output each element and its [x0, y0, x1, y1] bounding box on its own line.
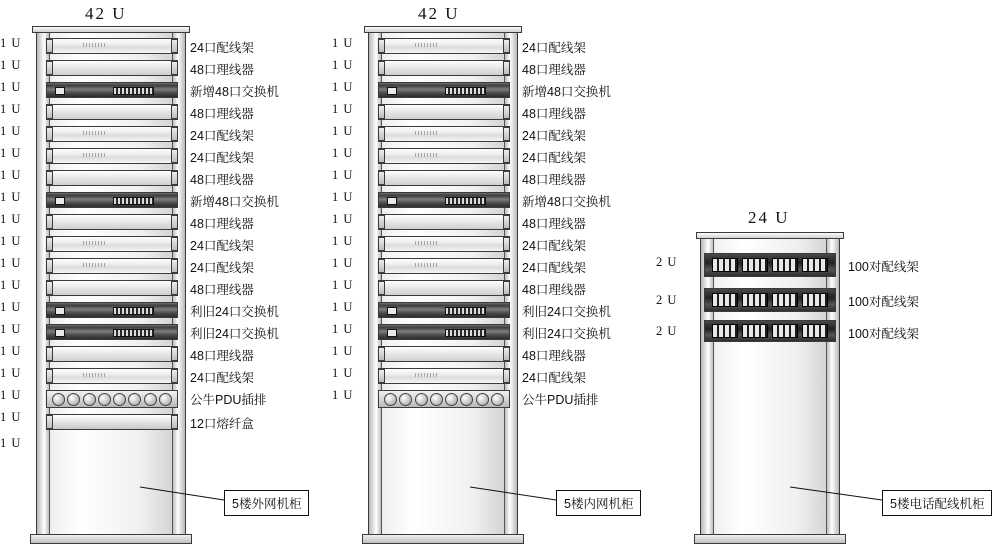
- rack-frame-telephone: [700, 236, 840, 540]
- u-size-label: 1 U: [332, 80, 354, 94]
- rack-ear-left: [378, 347, 385, 361]
- unit-label: 48口理线器: [522, 173, 586, 187]
- u-size-label: 1 U: [0, 436, 22, 450]
- u-size-label: 1 U: [0, 322, 22, 336]
- rack-unit-100pair-panel[interactable]: [704, 320, 836, 342]
- rack-unit-cable-manager[interactable]: [46, 170, 178, 186]
- rack-ear-left: [46, 259, 53, 273]
- rack-ear-right: [171, 259, 178, 273]
- unit-label: 48口理线器: [190, 217, 254, 231]
- u-size-label: 1 U: [0, 168, 22, 182]
- u-size-label: 1 U: [0, 212, 22, 226]
- rack-unit-patch-panel[interactable]: [378, 148, 510, 164]
- rack-ear-left: [46, 171, 53, 185]
- u-size-label: 1 U: [0, 146, 22, 160]
- unit-label: 24口配线架: [522, 151, 586, 165]
- unit-label: 24口配线架: [190, 151, 254, 165]
- u-size-label: 1 U: [0, 234, 22, 248]
- switch-console-icon: [55, 329, 65, 337]
- rack-ear-left: [378, 215, 385, 229]
- rack-ear-left: [46, 127, 53, 141]
- unit-label: 利旧24口交换机: [522, 327, 611, 341]
- callout-telephone: 5楼电话配线机柜: [882, 490, 992, 516]
- rack-unit-switch[interactable]: [378, 192, 510, 208]
- unit-label: 48口理线器: [190, 283, 254, 297]
- switch-console-icon: [55, 197, 65, 205]
- rack-ear-right: [503, 215, 510, 229]
- rack-unit-cable-manager[interactable]: [378, 104, 510, 120]
- rack-unit-cable-manager[interactable]: [46, 104, 178, 120]
- rack-ear-right: [503, 259, 510, 273]
- rack-ear-left: [378, 281, 385, 295]
- rack-ear-right: [171, 369, 178, 383]
- unit-label: 48口理线器: [522, 283, 586, 297]
- u-size-label: 1 U: [332, 344, 354, 358]
- u-size-label: 1 U: [0, 410, 22, 424]
- switch-ports-icon: [113, 307, 154, 315]
- u-size-label: 1 U: [0, 58, 22, 72]
- switch-console-icon: [55, 87, 65, 95]
- rack-ear-right: [171, 281, 178, 295]
- rack-unit-switch[interactable]: [378, 324, 510, 340]
- rack-unit-cable-manager[interactable]: [378, 60, 510, 76]
- rack-ear-left: [46, 149, 53, 163]
- rack-ear-left: [378, 39, 385, 53]
- unit-label: 新增48口交换机: [522, 195, 611, 209]
- rack-unit-pdu[interactable]: [378, 390, 510, 408]
- switch-ports-icon: [445, 197, 486, 205]
- rack-title-telephone: 24 U: [748, 208, 790, 227]
- rack-ear-left: [378, 259, 385, 273]
- rack-unit-switch[interactable]: [46, 302, 178, 318]
- unit-label: 24口配线架: [522, 371, 586, 385]
- unit-label: 利旧24口交换机: [190, 327, 279, 341]
- rack-ear-right: [171, 127, 178, 141]
- rack-ear-left: [46, 61, 53, 75]
- switch-console-icon: [387, 307, 397, 315]
- unit-label: 12口熔纤盒: [190, 417, 254, 431]
- u-size-label: 1 U: [332, 124, 354, 138]
- rack-unit-cable-manager[interactable]: [46, 280, 178, 296]
- callout-outer-network: 5楼外网机柜: [224, 490, 309, 516]
- rack-ear-left: [378, 369, 385, 383]
- rack-ear-left: [46, 369, 53, 383]
- unit-label: 48口理线器: [522, 349, 586, 363]
- switch-ports-icon: [113, 197, 154, 205]
- rack-ear-right: [503, 61, 510, 75]
- rack-unit-cable-manager[interactable]: [378, 346, 510, 362]
- rack-ear-left: [46, 39, 53, 53]
- u-size-label: 1 U: [332, 322, 354, 336]
- rack-ear-right: [171, 39, 178, 53]
- rack-unit-patch-panel[interactable]: [46, 148, 178, 164]
- rack-ear-left: [46, 281, 53, 295]
- u-size-label: 1 U: [0, 344, 22, 358]
- unit-label: 利旧24口交换机: [522, 305, 611, 319]
- u-size-label: 1 U: [332, 190, 354, 204]
- u-size-label: 1 U: [332, 58, 354, 72]
- u-size-label: 1 U: [332, 388, 354, 402]
- u-size-label: 1 U: [0, 36, 22, 50]
- u-size-label: 1 U: [0, 80, 22, 94]
- rack-unit-switch[interactable]: [378, 302, 510, 318]
- unit-label: 利旧24口交换机: [190, 305, 279, 319]
- rack-unit-patch-panel[interactable]: [378, 126, 510, 142]
- rack-ear-right: [171, 415, 178, 429]
- unit-label: 100对配线架: [848, 260, 919, 274]
- rack-ear-right: [171, 237, 178, 251]
- rack-ear-right: [503, 127, 510, 141]
- u-size-label: 2 U: [656, 324, 678, 338]
- u-size-label: 1 U: [332, 256, 354, 270]
- switch-ports-icon: [445, 87, 486, 95]
- u-size-label: 1 U: [332, 146, 354, 160]
- u-size-label: 2 U: [656, 293, 678, 307]
- rack-ear-left: [46, 415, 53, 429]
- rack-ear-right: [503, 369, 510, 383]
- unit-label: 48口理线器: [190, 173, 254, 187]
- rack-ear-right: [171, 61, 178, 75]
- unit-label: 24口配线架: [522, 261, 586, 275]
- unit-label: 24口配线架: [190, 41, 254, 55]
- rack-ear-right: [503, 149, 510, 163]
- switch-ports-icon: [113, 87, 154, 95]
- unit-label: 24口配线架: [522, 41, 586, 55]
- switch-console-icon: [387, 329, 397, 337]
- callout-inner-network: 5楼内网机柜: [556, 490, 641, 516]
- unit-label: 24口配线架: [190, 371, 254, 385]
- u-size-label: 1 U: [332, 168, 354, 182]
- rack-ear-right: [503, 171, 510, 185]
- rack-top-bar: [364, 26, 522, 33]
- rack-ear-right: [503, 237, 510, 251]
- rack-ear-left: [378, 171, 385, 185]
- switch-ports-icon: [113, 329, 154, 337]
- rack-post-right: [826, 237, 839, 539]
- rack-foot: [30, 534, 192, 544]
- rack-unit-switch[interactable]: [46, 192, 178, 208]
- unit-label: 24口配线架: [190, 261, 254, 275]
- rack-unit-cable-manager[interactable]: [378, 214, 510, 230]
- unit-label: 新增48口交换机: [190, 195, 279, 209]
- rack-unit-patch-panel[interactable]: [378, 368, 510, 384]
- unit-label: 24口配线架: [522, 239, 586, 253]
- rack-unit-patch-panel[interactable]: [46, 368, 178, 384]
- rack-unit-patch-panel[interactable]: [378, 236, 510, 252]
- pdu-sockets-icon: [51, 394, 173, 404]
- rack-unit-cable-manager[interactable]: [46, 214, 178, 230]
- u-size-label: 1 U: [0, 300, 22, 314]
- rack-ear-left: [378, 149, 385, 163]
- rack-unit-patch-panel[interactable]: [378, 258, 510, 274]
- rack-ear-right: [503, 105, 510, 119]
- unit-label: 新增48口交换机: [522, 85, 611, 99]
- rack-unit-patch-panel[interactable]: [46, 258, 178, 274]
- unit-label: 公牛PDU插排: [190, 393, 267, 407]
- rack-unit-patch-panel[interactable]: [46, 126, 178, 142]
- unit-label: 24口配线架: [190, 239, 254, 253]
- rack-post-left: [701, 237, 714, 539]
- unit-label: 100对配线架: [848, 327, 919, 341]
- unit-label: 48口理线器: [190, 63, 254, 77]
- rack-ear-left: [378, 105, 385, 119]
- u-size-label: 2 U: [656, 255, 678, 269]
- rack-unit-switch[interactable]: [378, 82, 510, 98]
- rack-unit-cable-manager[interactable]: [46, 60, 178, 76]
- rack-unit-patch-panel[interactable]: [46, 38, 178, 54]
- u-size-label: 1 U: [332, 278, 354, 292]
- unit-label: 24口配线架: [190, 129, 254, 143]
- u-size-label: 1 U: [332, 36, 354, 50]
- u-size-label: 1 U: [0, 102, 22, 116]
- rack-ear-right: [503, 347, 510, 361]
- rack-foot: [694, 534, 846, 544]
- rack-unit-cable-manager[interactable]: [378, 280, 510, 296]
- u-size-label: 1 U: [332, 102, 354, 116]
- pdu-sockets-icon: [383, 394, 505, 404]
- u-size-label: 1 U: [332, 234, 354, 248]
- rack-unit-switch[interactable]: [46, 324, 178, 340]
- u-size-label: 1 U: [332, 212, 354, 226]
- rack-ear-right: [171, 171, 178, 185]
- pair-blocks-icon: [710, 293, 830, 308]
- unit-label: 24口配线架: [522, 129, 586, 143]
- switch-ports-icon: [445, 307, 486, 315]
- rack-title-inner: 42 U: [418, 4, 460, 23]
- rack-ear-right: [503, 281, 510, 295]
- unit-label: 48口理线器: [522, 107, 586, 121]
- rack-ear-right: [171, 149, 178, 163]
- rack-foot: [362, 534, 524, 544]
- switch-console-icon: [387, 197, 397, 205]
- rack-ear-left: [46, 347, 53, 361]
- u-size-label: 1 U: [332, 300, 354, 314]
- rack-ear-left: [378, 61, 385, 75]
- pair-blocks-icon: [710, 258, 830, 273]
- rack-ear-right: [171, 105, 178, 119]
- rack-ear-left: [46, 237, 53, 251]
- u-size-label: 1 U: [332, 366, 354, 380]
- switch-console-icon: [387, 87, 397, 95]
- rack-unit-switch[interactable]: [46, 82, 178, 98]
- rack-top-bar: [696, 232, 844, 239]
- switch-ports-icon: [445, 329, 486, 337]
- rack-unit-fiber-box[interactable]: [46, 414, 178, 430]
- rack-unit-patch-panel[interactable]: [378, 38, 510, 54]
- switch-console-icon: [55, 307, 65, 315]
- rack-ear-left: [46, 215, 53, 229]
- u-size-label: 1 U: [0, 278, 22, 292]
- u-size-label: 1 U: [0, 124, 22, 138]
- unit-label: 48口理线器: [190, 349, 254, 363]
- rack-unit-100pair-panel[interactable]: [704, 288, 836, 312]
- rack-ear-right: [171, 215, 178, 229]
- rack-top-bar: [32, 26, 190, 33]
- rack-title-outer: 42 U: [85, 4, 127, 23]
- rack-ear-right: [503, 39, 510, 53]
- u-size-label: 1 U: [0, 388, 22, 402]
- rack-unit-100pair-panel[interactable]: [704, 253, 836, 277]
- unit-label: 100对配线架: [848, 295, 919, 309]
- unit-label: 新增48口交换机: [190, 85, 279, 99]
- u-size-label: 1 U: [0, 190, 22, 204]
- rack-ear-left: [46, 105, 53, 119]
- rack-unit-cable-manager[interactable]: [46, 346, 178, 362]
- rack-ear-left: [378, 237, 385, 251]
- u-size-label: 1 U: [0, 366, 22, 380]
- u-size-label: 1 U: [0, 256, 22, 270]
- rack-unit-cable-manager[interactable]: [378, 170, 510, 186]
- unit-label: 公牛PDU插排: [522, 393, 599, 407]
- rack-unit-pdu[interactable]: [46, 390, 178, 408]
- unit-label: 48口理线器: [522, 63, 586, 77]
- rack-ear-right: [171, 347, 178, 361]
- unit-label: 48口理线器: [190, 107, 254, 121]
- rack-ear-left: [378, 127, 385, 141]
- unit-label: 48口理线器: [522, 217, 586, 231]
- pair-blocks-icon: [710, 324, 830, 338]
- rack-unit-patch-panel[interactable]: [46, 236, 178, 252]
